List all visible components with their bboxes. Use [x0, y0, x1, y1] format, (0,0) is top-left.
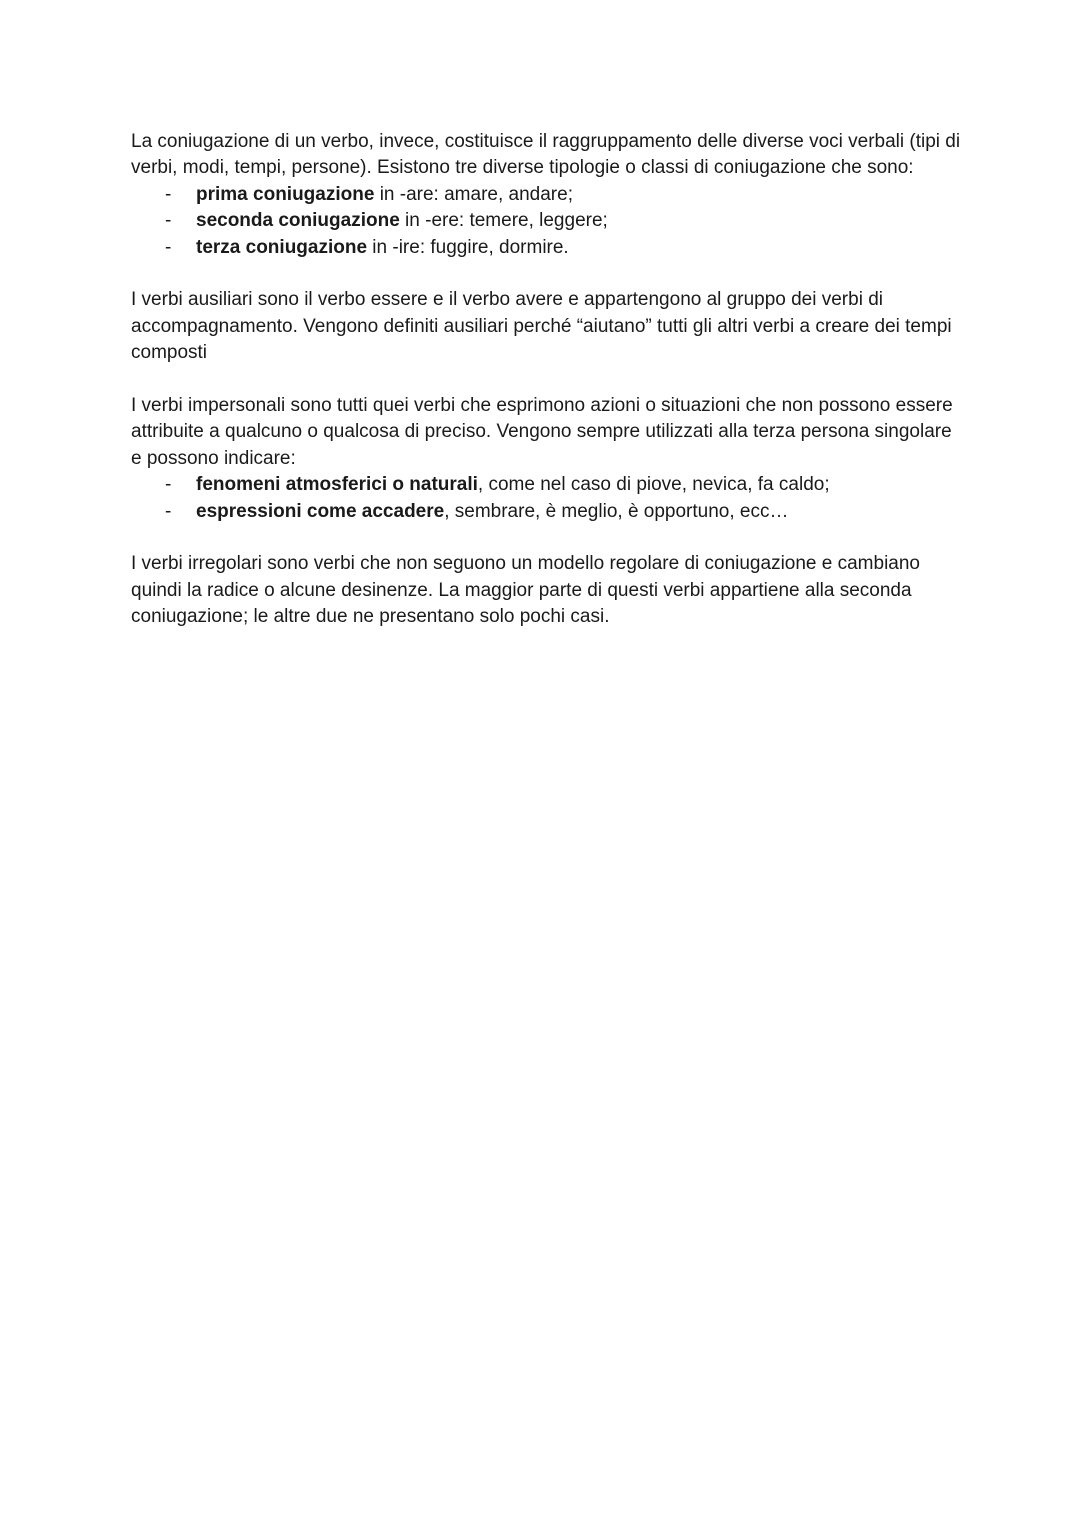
list-item — [131, 499, 961, 525]
coniugazione-intro-paragraph: La coniugazione di un verbo, invece, costituisce il raggruppamento delle diverse voci verbali (tipi di verbi, modi, tempi, persone). Esistono tre diverse tipologie o classi di coniugazione che sono: — [131, 131, 961, 179]
list-bullet: - — [165, 500, 172, 522]
document-body — [131, 129, 961, 657]
list-bullet: - — [165, 236, 172, 258]
list-item-text: in -are: amare, andare; — [374, 183, 573, 205]
list-item — [131, 182, 961, 208]
list-item — [131, 472, 961, 498]
list-item-term: espressioni come accadere — [196, 500, 445, 522]
impersonali-list — [131, 472, 961, 525]
list-item-text: in -ere: temere, leggere; — [399, 210, 608, 232]
list-item-text: , come nel caso di piove, nevica, fa caldo; — [477, 474, 830, 496]
list-bullet: - — [165, 183, 172, 205]
ausiliari-paragraph: I verbi ausiliari sono il verbo essere e il verbo avere e appartengono al gruppo dei verbi di accompagnamento. Vengono definiti ausiliari perché “aiutano” tutti gli altri verbi a creare dei tempi composti — [131, 289, 952, 364]
list-item-term: terza coniugazione — [196, 236, 368, 258]
impersonali-intro-paragraph: I verbi impersonali sono tutti quei verbi che esprimono azioni o situazioni che non possono essere attribuite a qualcuno o qualcosa di preciso. Vengono sempre utilizzati alla terza persona singolare e possono indicare: — [131, 395, 953, 469]
list-item-term: seconda coniugazione — [196, 210, 400, 232]
list-bullet: - — [165, 474, 172, 496]
list-item-text: , sembrare, è meglio, è opportuno, ecc… — [444, 500, 789, 522]
list-item — [131, 235, 961, 261]
list-item-text: in -ire: fuggire, dormire. — [367, 236, 569, 258]
list-item-term: fenomeni atmosferici o naturali — [196, 474, 478, 496]
list-bullet: - — [165, 210, 172, 232]
list-item-term: prima coniugazione — [196, 183, 375, 205]
irregolari-paragraph: I verbi irregolari sono verbi che non seguono un modello regolare di coniugazione e cambiano quindi la radice o alcune desinenze. La maggior parte di questi verbi appartiene alla seconda coniugazione; le altre due ne presentano solo pochi casi. — [131, 553, 920, 628]
coniugazione-list — [131, 182, 961, 261]
list-item — [131, 208, 961, 234]
